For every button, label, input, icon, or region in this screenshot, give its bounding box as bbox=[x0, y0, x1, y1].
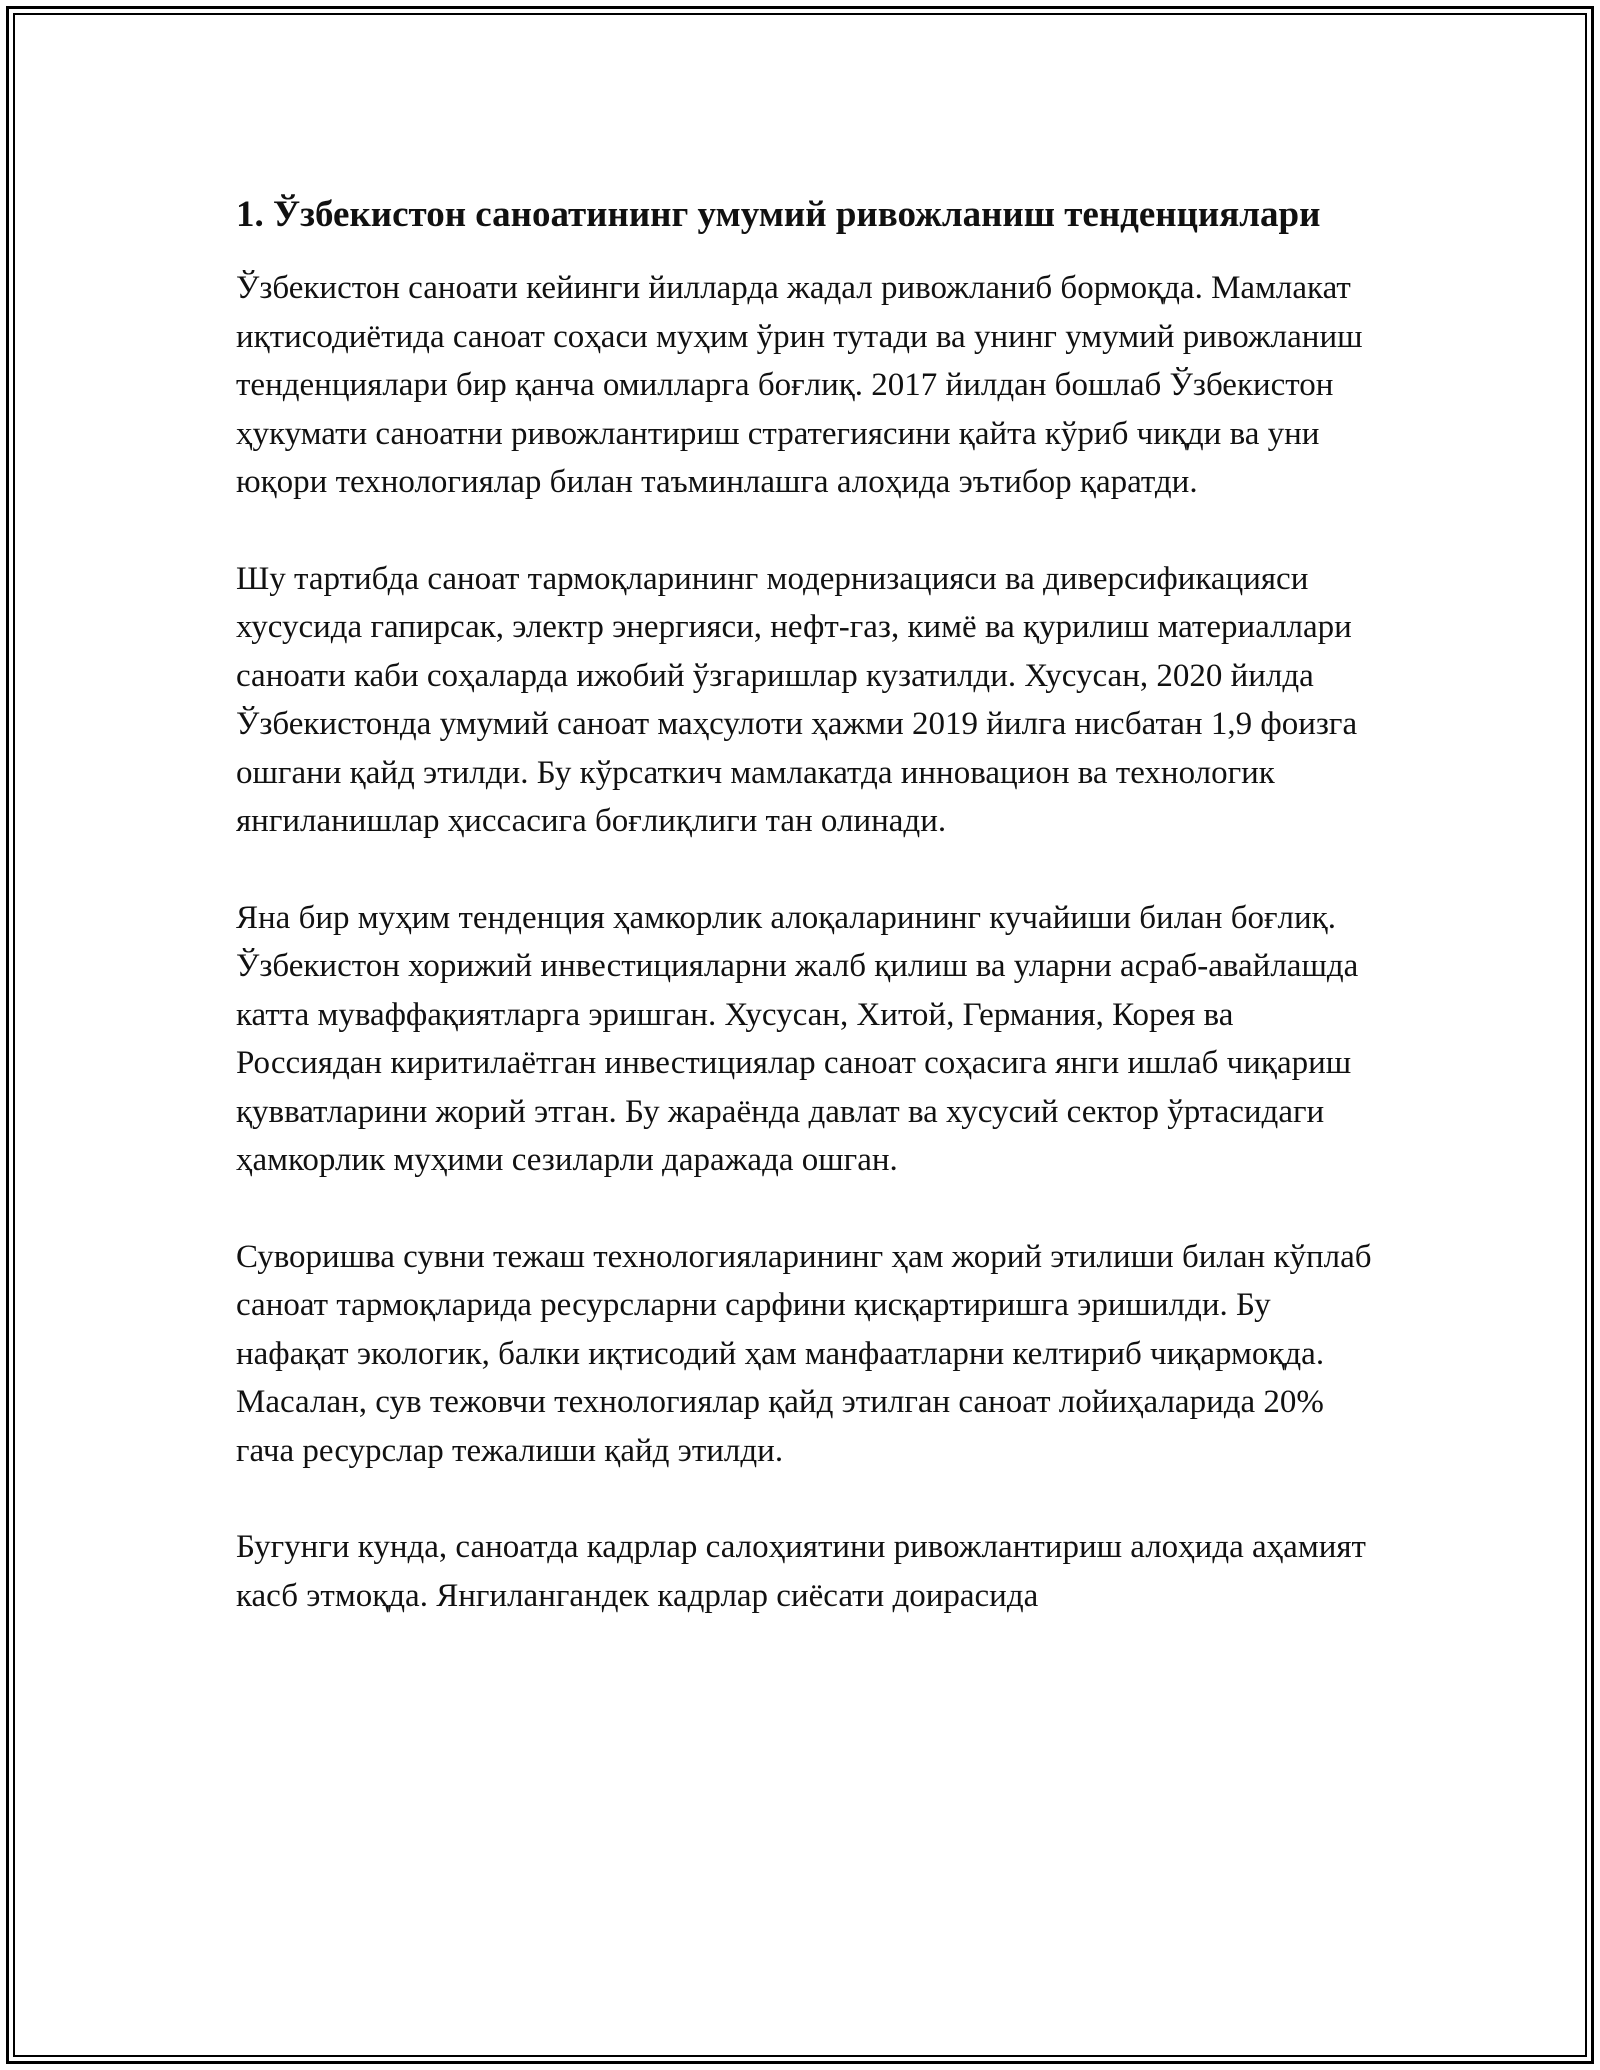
section-heading: 1. Ўзбекистон саноатининг умумий ривожланиш тенденциялари bbox=[236, 194, 1321, 235]
paragraph-1: Ўзбекистон саноати кейинги йилларда жадал ривожланиб бормоқда. Мамлакат иқтисодиётида саноат соҳаси муҳим ўрин тутади ва унинг умумий ривожланиш тенденциялари бир қанча омилларга боғлиқ. 2017 йилдан бошлаб Ўзбекистон ҳукумати саноатни ривожлантириш стратегиясини қайта кўриб чиқди ва уни юқори технологиялар билан таъминлашга алоҳида эътибор қаратди. bbox=[236, 270, 1363, 500]
paragraph-2: Шу тартибда саноат тармоқларининг модернизацияси ва диверсификацияси хусусида гапирсак, электр энергияси, нефт-газ, кимё ва қурилиш материаллари саноати каби соҳаларда ижобий ўзгаришлар кузатилди. Хусусан, 2020 йилда Ўзбекистонда умумий саноат маҳсулоти ҳажми 2019 йилга нисбатан 1,9 фоизга ошгани қайд этилди. Бу кўрсаткич мамлакатда инновацион ва технологик янгиланишлар ҳиссасига боғлиқлиги тан олинади. bbox=[236, 560, 1358, 839]
paragraph-5: Бугунги кунда, саноатда кадрлар салоҳиятини ривожлантириш алоҳида аҳамият касб этмоқда. Янгилангандек кадрлар сиёсати доирасида bbox=[236, 1529, 1366, 1614]
document-body bbox=[236, 188, 1386, 1668]
paragraph-4: Суворишва сувни тежаш технологияларининг ҳам жорий этилиши билан кўплаб саноат тармоқларида ресурсларни сарфини қисқартиришга эришилди. Бу нафақат экологик, балки иқтисодий ҳам манфаатларни келтириб чиқармоқда. Масалан, сув тежовчи технологиялар қайд этилган саноат лойиҳаларида 20% гача ресурслар тежалиши қайд этилди. bbox=[236, 1238, 1372, 1469]
paragraph-3: Яна бир муҳим тенденция ҳамкорлик алоқаларининг кучайиши билан боғлиқ. Ўзбекистон хорижий инвестицияларни жалб қилиш ва уларни асраб-авайлашда катта муваффақиятларга эришган. Хусусан, Хитой, Германия, Корея ва Россиядан киритилаётган инвестициялар саноат соҳасига янги ишлаб чиқариш қувватларини жорий этган. Бу жараёнда давлат ва хусусий сектор ўртасидаги ҳамкорлик муҳими сезиларли даражада ошган. bbox=[236, 899, 1359, 1178]
